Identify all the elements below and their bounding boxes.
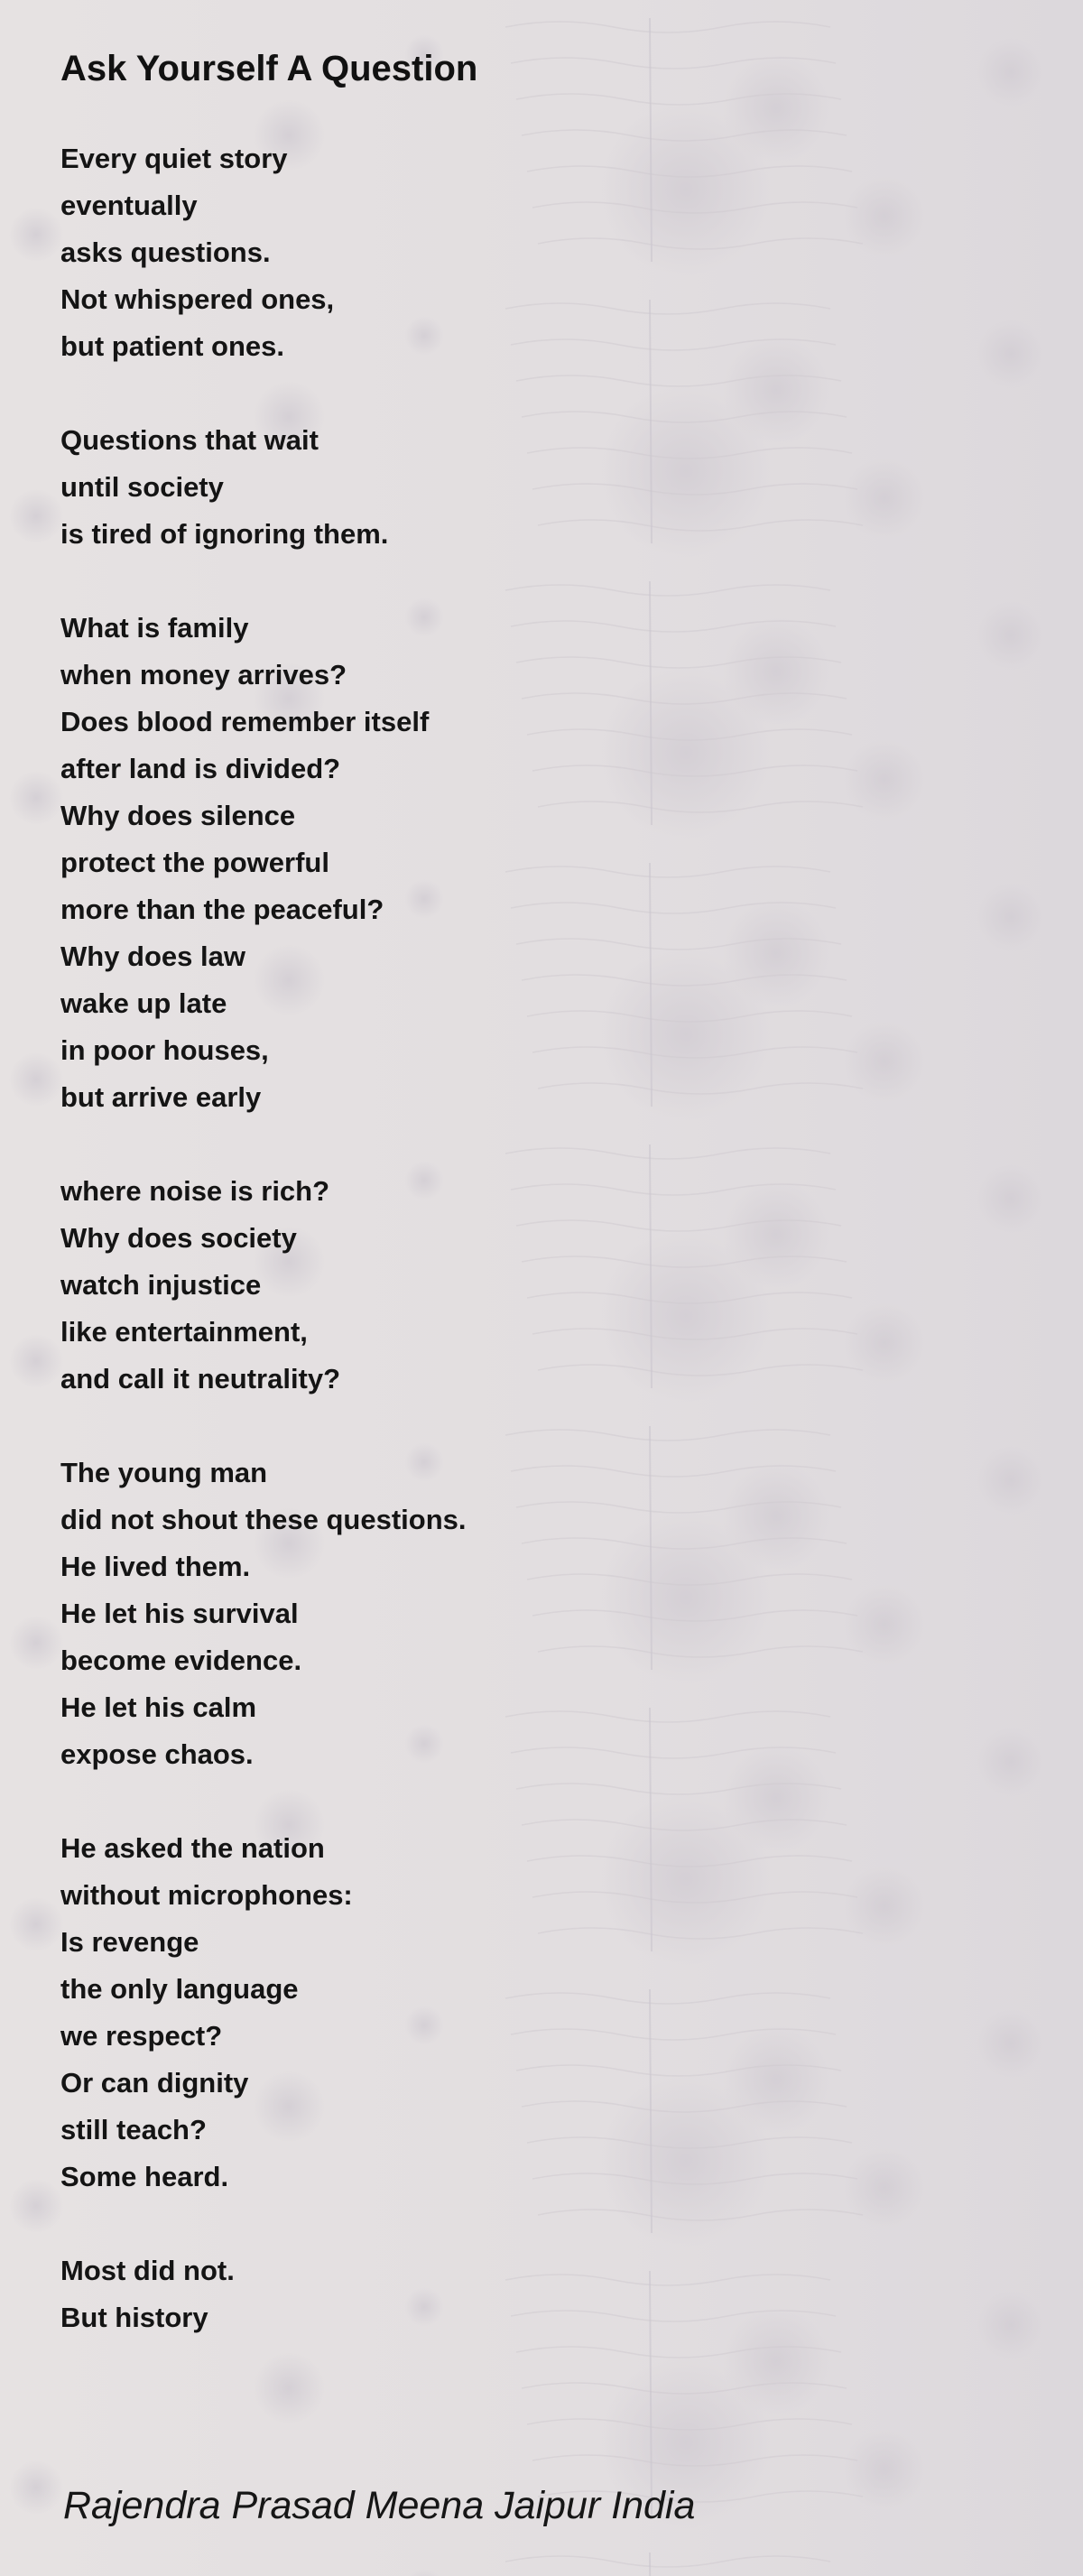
poem-line: is tired of ignoring them.	[60, 518, 389, 550]
poem-line: the only language	[60, 1973, 299, 2005]
poem-line: become evidence.	[60, 1645, 302, 1676]
poem-line: He asked the nation	[60, 1832, 325, 1864]
poem-line: but arrive early	[60, 1081, 262, 1113]
poem-body	[60, 135, 1017, 2388]
poem-line: But history	[60, 2302, 208, 2333]
poem-line: still teach?	[60, 2114, 207, 2145]
poem-line: protect the powerful	[60, 847, 329, 878]
poem-line: expose chaos.	[60, 1738, 254, 1770]
poem-line: in poor houses,	[60, 1034, 269, 1066]
poem-line: He lived them.	[60, 1551, 251, 1582]
poem-line: Most did not.	[60, 2255, 235, 2286]
poem-line: Or can dignity	[60, 2067, 249, 2099]
poem-stanza	[60, 417, 1017, 558]
poem-line: asks questions.	[60, 236, 271, 268]
poem-author: Rajendra Prasad Meena Jaipur India	[63, 2484, 696, 2527]
poem-line: Why does silence	[60, 800, 296, 831]
poem-line: and call it neutrality?	[60, 1363, 341, 1395]
poem-line: eventually	[60, 190, 198, 221]
poem-line: Every quiet story	[60, 143, 288, 174]
poem-line: when money arrives?	[60, 659, 347, 690]
poem-stanza	[60, 605, 1017, 1121]
poem-line: where noise is rich?	[60, 1175, 330, 1207]
poem-line: after land is divided?	[60, 753, 341, 784]
poem-stanza	[60, 1168, 1017, 1403]
poem-line: He let his calm	[60, 1691, 257, 1723]
poem-line: Not whispered ones,	[60, 283, 335, 315]
poem-stanza	[60, 1825, 1017, 2201]
poem-line: but patient ones.	[60, 330, 284, 362]
poem-line: more than the peaceful?	[60, 894, 384, 925]
poem-line: did not shout these questions.	[60, 1504, 467, 1535]
poem-line: like entertainment,	[60, 1316, 308, 1348]
poem-title: Ask Yourself A Question	[60, 49, 478, 88]
poem-stanza	[60, 135, 1017, 370]
poem-line: wake up late	[60, 987, 227, 1019]
poem-line: watch injustice	[60, 1269, 262, 1301]
poem-stanza	[60, 2247, 1017, 2341]
poem-line: Is revenge	[60, 1926, 199, 1958]
poem-stanza	[60, 1450, 1017, 1778]
poem-line: He let his survival	[60, 1598, 299, 1629]
poem-line: without microphones:	[60, 1879, 353, 1911]
poem-line: What is family	[60, 612, 249, 644]
poem-line: Does blood remember itself	[60, 706, 430, 737]
poem-line: Some heard.	[60, 2161, 229, 2192]
poem-line: The young man	[60, 1457, 268, 1488]
poem-line: Why does law	[60, 941, 245, 972]
poem-line: until society	[60, 471, 224, 503]
poem-line: Questions that wait	[60, 424, 319, 456]
poem-line: Why does society	[60, 1222, 297, 1254]
poem-line: we respect?	[60, 2020, 223, 2052]
